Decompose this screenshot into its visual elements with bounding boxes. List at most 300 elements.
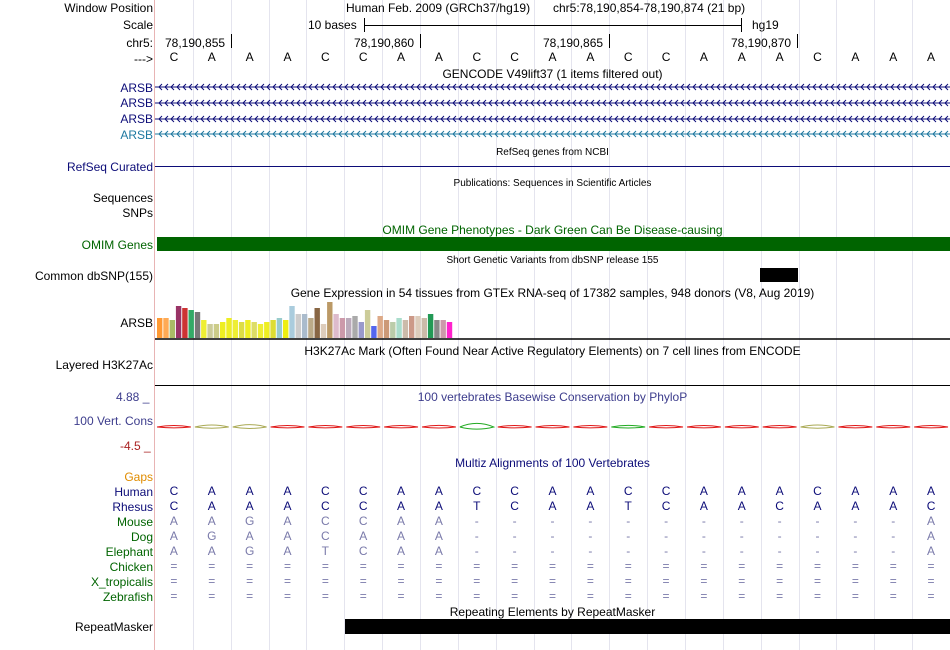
gtex-bar bbox=[176, 306, 181, 338]
aligned-base: = bbox=[927, 559, 935, 573]
rhesus-alignment[interactable] bbox=[155, 499, 950, 514]
aligned-base: = bbox=[776, 574, 784, 588]
aligned-base: - bbox=[664, 514, 669, 528]
aligned-base: = bbox=[397, 589, 405, 603]
aligned-base: A bbox=[434, 484, 443, 498]
multiz-title: Multiz Alignments of 100 Vertebrates bbox=[455, 456, 650, 470]
gtex-bar bbox=[214, 324, 219, 338]
aligned-base: A bbox=[927, 544, 936, 558]
gtex-bar bbox=[434, 320, 439, 338]
aligned-base: = bbox=[511, 559, 519, 573]
phylop-mark bbox=[611, 425, 645, 428]
aligned-base: = bbox=[624, 559, 632, 573]
aligned-base: C bbox=[321, 499, 330, 513]
gtex-bar bbox=[384, 320, 389, 338]
aligned-base: C bbox=[510, 484, 519, 498]
gencode-title: GENCODE V49lift37 (1 items filtered out) bbox=[442, 67, 663, 81]
aligned-base: - bbox=[588, 544, 593, 558]
gtex-arsb-label[interactable]: ARSB bbox=[120, 316, 153, 330]
phylop-title: 100 vertebrates Basewise Conservation by PhyloP bbox=[417, 390, 688, 404]
aligned-base: = bbox=[473, 559, 481, 573]
aligned-base: A bbox=[434, 529, 443, 543]
gtex-bar bbox=[189, 310, 194, 338]
phylop-mark bbox=[498, 426, 532, 428]
omim-label[interactable]: OMIM Genes bbox=[81, 238, 153, 252]
window-position-text: chr5:78,190,854-78,190,874 (21 bp) bbox=[553, 1, 746, 15]
phylop-plot[interactable] bbox=[155, 400, 950, 450]
arsb-label-4[interactable]: ARSB bbox=[120, 128, 153, 142]
base: A bbox=[699, 50, 708, 64]
gtex-bar bbox=[289, 306, 294, 338]
phylop-mark bbox=[801, 425, 835, 428]
gtex-bar bbox=[428, 314, 433, 338]
gtex-bar bbox=[245, 320, 250, 338]
omim-title: OMIM Gene Phenotypes - Dark Green Can Be Disease-causing bbox=[382, 223, 723, 237]
mouse-label[interactable]: Mouse bbox=[116, 515, 153, 529]
aligned-base: = bbox=[397, 559, 405, 573]
aligned-base: G bbox=[244, 514, 255, 528]
aligned-base: A bbox=[245, 529, 254, 543]
aligned-base: = bbox=[170, 589, 178, 603]
base: C bbox=[169, 50, 179, 64]
aligned-base: A bbox=[283, 499, 292, 513]
base-sequence bbox=[155, 50, 950, 65]
aligned-base: C bbox=[623, 484, 633, 498]
aligned-base: = bbox=[208, 559, 216, 573]
gtex-bar bbox=[252, 322, 257, 338]
gencode-genes[interactable] bbox=[155, 78, 950, 144]
aligned-base: = bbox=[473, 589, 481, 603]
aligned-base: = bbox=[662, 574, 670, 588]
aligned-base: = bbox=[851, 589, 859, 603]
aligned-base: = bbox=[889, 589, 897, 603]
arsb-transcript bbox=[155, 84, 950, 90]
aligned-base: C bbox=[661, 484, 671, 498]
aligned-base: - bbox=[739, 544, 744, 558]
aligned-base: - bbox=[777, 529, 782, 543]
aligned-base: - bbox=[626, 529, 631, 543]
aligned-base: G bbox=[244, 544, 255, 558]
gtex-bar bbox=[333, 314, 338, 338]
base: A bbox=[397, 50, 406, 64]
aligned-base: - bbox=[777, 544, 782, 558]
chr-label[interactable]: chr5: bbox=[126, 36, 153, 50]
phylop-mark bbox=[422, 425, 456, 428]
chicken-alignment[interactable] bbox=[155, 559, 950, 574]
gtex-bar bbox=[352, 316, 357, 338]
aligned-base: = bbox=[170, 559, 178, 573]
gtex-bar bbox=[182, 308, 187, 338]
aligned-base: A bbox=[169, 514, 178, 528]
aligned-base: A bbox=[927, 529, 936, 543]
aligned-base: A bbox=[434, 514, 443, 528]
scale-label[interactable]: Scale bbox=[122, 18, 153, 32]
phylop-mark bbox=[233, 425, 267, 429]
aligned-base: = bbox=[851, 559, 859, 573]
aligned-base: = bbox=[435, 559, 443, 573]
aligned-base: A bbox=[889, 499, 898, 513]
aligned-base: A bbox=[283, 484, 292, 498]
assembly-title: Human Feb. 2009 (GRCh37/hg19) bbox=[346, 1, 531, 15]
aligned-base: A bbox=[699, 484, 708, 498]
aligned-base: = bbox=[813, 589, 821, 603]
aligned-base: C bbox=[358, 514, 368, 528]
gtex-bar bbox=[359, 322, 364, 338]
aligned-base: = bbox=[851, 574, 859, 588]
aligned-base: = bbox=[586, 589, 594, 603]
chicken-label[interactable]: Chicken bbox=[109, 560, 153, 574]
aligned-base: T bbox=[624, 499, 632, 513]
dbsnp-label[interactable]: Common dbSNP(155) bbox=[34, 269, 153, 283]
bases-label[interactable]: ---> bbox=[134, 52, 153, 66]
base: A bbox=[548, 50, 557, 64]
gtex-bar bbox=[321, 324, 326, 338]
gtex-bar bbox=[422, 318, 427, 338]
human-alignment[interactable] bbox=[155, 484, 950, 499]
xtropicalis-alignment[interactable] bbox=[155, 574, 950, 589]
arsb-label-2[interactable]: ARSB bbox=[120, 96, 153, 110]
aligned-base: = bbox=[927, 589, 935, 603]
aligned-base: A bbox=[359, 529, 368, 543]
scale-text: 10 bases bbox=[308, 18, 357, 32]
rhesus-label[interactable]: Rhesus bbox=[112, 500, 153, 514]
aligned-base: A bbox=[169, 529, 178, 543]
aligned-base: A bbox=[737, 499, 746, 513]
aligned-base: A bbox=[775, 484, 784, 498]
repeatmasker-element[interactable] bbox=[345, 619, 950, 634]
gtex-bar bbox=[390, 322, 395, 338]
aligned-base: - bbox=[815, 529, 820, 543]
window-position-label[interactable]: Window Position bbox=[64, 1, 153, 15]
gtex-bar bbox=[447, 322, 452, 338]
base: A bbox=[434, 50, 443, 64]
gtex-bar bbox=[207, 324, 212, 338]
gtex-bar bbox=[270, 320, 275, 338]
aligned-base: A bbox=[851, 499, 860, 513]
aligned-base: A bbox=[699, 499, 708, 513]
dog-alignment[interactable] bbox=[155, 529, 950, 544]
gtex-bar bbox=[296, 314, 301, 338]
aligned-base: = bbox=[776, 589, 784, 603]
gtex-bar bbox=[327, 302, 332, 338]
sequences-label[interactable]: Sequences bbox=[92, 191, 153, 205]
gtex-bar bbox=[403, 320, 408, 338]
gtex-bar bbox=[396, 318, 401, 338]
aligned-base: - bbox=[664, 544, 669, 558]
aligned-base: C bbox=[358, 484, 368, 498]
aligned-base: A bbox=[169, 544, 178, 558]
aligned-base: = bbox=[359, 589, 367, 603]
aligned-base: - bbox=[701, 529, 706, 543]
aligned-base: - bbox=[853, 544, 858, 558]
aligned-base: A bbox=[397, 499, 406, 513]
aligned-base: C bbox=[510, 499, 519, 513]
xtropicalis-label[interactable]: X_tropicalis bbox=[90, 575, 153, 589]
gtex-bar bbox=[195, 312, 200, 338]
gtex-bar bbox=[239, 322, 244, 338]
aligned-base: C bbox=[358, 544, 368, 558]
aligned-base: = bbox=[813, 559, 821, 573]
dog-label[interactable]: Dog bbox=[130, 530, 153, 544]
aligned-base: - bbox=[739, 514, 744, 528]
aligned-base: A bbox=[851, 484, 860, 498]
aligned-base: = bbox=[321, 574, 329, 588]
aligned-base: A bbox=[927, 514, 936, 528]
aligned-base: = bbox=[208, 574, 216, 588]
aligned-base: C bbox=[813, 484, 822, 498]
base: A bbox=[927, 50, 936, 64]
aligned-base: - bbox=[891, 514, 896, 528]
aligned-base: - bbox=[815, 544, 820, 558]
phylop-mark bbox=[195, 425, 229, 428]
aligned-base: - bbox=[701, 544, 706, 558]
aligned-base: = bbox=[283, 559, 291, 573]
aligned-base: C bbox=[169, 484, 179, 498]
aligned-base: = bbox=[511, 574, 519, 588]
aligned-base: A bbox=[245, 499, 254, 513]
refseq-title: RefSeq genes from NCBI bbox=[496, 147, 609, 158]
phylop-max: 4.88 _ bbox=[116, 390, 150, 404]
dbsnp-variant[interactable] bbox=[760, 268, 798, 282]
aligned-base: = bbox=[548, 589, 556, 603]
db-name: hg19 bbox=[752, 18, 779, 32]
aligned-base: A bbox=[397, 544, 406, 558]
aligned-base: = bbox=[889, 574, 897, 588]
gtex-bar bbox=[163, 318, 168, 338]
aligned-base: = bbox=[435, 589, 443, 603]
base: A bbox=[775, 50, 784, 64]
coord-1: 78,190,855 bbox=[165, 36, 226, 50]
omim-gene-bar[interactable] bbox=[157, 237, 950, 251]
aligned-base: A bbox=[813, 499, 822, 513]
gtex-title: Gene Expression in 54 tissues from GTEx RNA-seq of 17382 samples, 948 donors (V8, Aug 2019) bbox=[290, 286, 815, 300]
base: A bbox=[851, 50, 860, 64]
aligned-base: = bbox=[397, 574, 405, 588]
gtex-bar bbox=[409, 316, 414, 338]
base: A bbox=[283, 50, 292, 64]
aligned-base: = bbox=[738, 559, 746, 573]
aligned-base: A bbox=[397, 514, 406, 528]
gtex-bar bbox=[340, 318, 345, 338]
aligned-base: A bbox=[927, 484, 936, 498]
aligned-base: A bbox=[207, 484, 216, 498]
gtex-bar bbox=[378, 316, 383, 338]
gtex-bar bbox=[302, 314, 307, 338]
aligned-base: = bbox=[170, 574, 178, 588]
zebrafish-label[interactable]: Zebrafish bbox=[102, 590, 153, 604]
aligned-base: A bbox=[548, 484, 557, 498]
snps-label[interactable]: SNPs bbox=[122, 206, 153, 220]
aligned-base: A bbox=[397, 484, 406, 498]
base: C bbox=[661, 50, 671, 64]
aligned-base: = bbox=[586, 559, 594, 573]
gtex-bar bbox=[233, 320, 238, 338]
aligned-base: C bbox=[321, 484, 330, 498]
aligned-base: C bbox=[169, 499, 179, 513]
aligned-base: G bbox=[207, 529, 217, 543]
phylop-mark bbox=[346, 426, 380, 428]
aligned-base: = bbox=[208, 589, 216, 603]
aligned-base: = bbox=[246, 589, 254, 603]
phylop-mark bbox=[573, 426, 607, 428]
aligned-base: = bbox=[927, 574, 935, 588]
gtex-bar bbox=[258, 324, 263, 338]
base: A bbox=[245, 50, 254, 64]
aligned-base: - bbox=[588, 529, 593, 543]
aligned-base: A bbox=[207, 544, 216, 558]
aligned-base: - bbox=[853, 529, 858, 543]
gtex-bar bbox=[441, 320, 446, 338]
gtex-bar bbox=[415, 316, 420, 338]
gtex-bar bbox=[283, 320, 288, 338]
base: A bbox=[207, 50, 216, 64]
phylop-mark bbox=[876, 426, 910, 428]
refseq-gene[interactable] bbox=[155, 166, 950, 167]
phylop-mark bbox=[838, 426, 872, 428]
aligned-base: = bbox=[359, 574, 367, 588]
aligned-base: - bbox=[588, 514, 593, 528]
aligned-base: C bbox=[321, 514, 330, 528]
phylop-mark bbox=[536, 426, 570, 428]
gtex-bar-chart[interactable] bbox=[155, 300, 950, 340]
aligned-base: = bbox=[283, 589, 291, 603]
aligned-base: = bbox=[662, 589, 670, 603]
base: A bbox=[889, 50, 898, 64]
gtex-bar bbox=[220, 322, 225, 338]
aligned-base: = bbox=[813, 574, 821, 588]
human-label[interactable]: Human bbox=[114, 485, 153, 499]
aligned-base: = bbox=[700, 589, 708, 603]
phylop-mark bbox=[649, 426, 683, 428]
aligned-base: - bbox=[550, 544, 555, 558]
arsb-transcript bbox=[155, 116, 950, 122]
zebrafish-alignment[interactable] bbox=[155, 589, 950, 604]
aligned-base: A bbox=[283, 529, 292, 543]
aligned-base: = bbox=[359, 559, 367, 573]
aligned-base: = bbox=[738, 589, 746, 603]
base: C bbox=[813, 50, 822, 64]
elephant-label[interactable]: Elephant bbox=[105, 545, 153, 559]
aligned-base: = bbox=[548, 559, 556, 573]
aligned-base: = bbox=[624, 574, 632, 588]
aligned-base: - bbox=[777, 514, 782, 528]
aligned-base: = bbox=[776, 559, 784, 573]
aligned-base: = bbox=[700, 559, 708, 573]
repeatmasker-label[interactable]: RepeatMasker bbox=[74, 620, 153, 634]
base: C bbox=[510, 50, 519, 64]
phylop-mark bbox=[914, 426, 948, 428]
h3k27ac-baseline bbox=[155, 385, 950, 386]
base: C bbox=[321, 50, 330, 64]
gtex-bar bbox=[201, 320, 206, 338]
coord-3: 78,190,865 bbox=[543, 36, 604, 50]
aligned-base: - bbox=[512, 529, 517, 543]
dbsnp-title: Short Genetic Variants from dbSNP release 155 bbox=[446, 255, 659, 266]
phylop-mark bbox=[725, 426, 759, 428]
arsb-label-3[interactable]: ARSB bbox=[120, 112, 153, 126]
aligned-base: A bbox=[397, 529, 406, 543]
aligned-base: A bbox=[586, 484, 595, 498]
aligned-base: T bbox=[321, 544, 330, 558]
phylop-label[interactable]: 100 Vert. Cons bbox=[73, 414, 153, 428]
base: C bbox=[623, 50, 633, 64]
aligned-base: - bbox=[891, 529, 896, 543]
aligned-base: - bbox=[474, 514, 479, 528]
aligned-base: C bbox=[775, 499, 784, 513]
aligned-base: A bbox=[737, 484, 746, 498]
aligned-base: = bbox=[586, 574, 594, 588]
aligned-base: = bbox=[246, 574, 254, 588]
aligned-base: A bbox=[434, 544, 443, 558]
aligned-base: A bbox=[548, 499, 557, 513]
aligned-base: = bbox=[511, 589, 519, 603]
aligned-base: = bbox=[624, 589, 632, 603]
arsb-label-1[interactable]: ARSB bbox=[120, 81, 153, 95]
mouse-alignment[interactable] bbox=[155, 514, 950, 529]
phylop-min: -4.5 _ bbox=[120, 439, 151, 453]
gaps-label[interactable]: Gaps bbox=[124, 470, 153, 484]
gtex-bar bbox=[371, 326, 376, 338]
aligned-base: = bbox=[738, 574, 746, 588]
aligned-base: A bbox=[207, 514, 216, 528]
phylop-mark bbox=[763, 426, 797, 428]
gtex-bar bbox=[308, 318, 313, 338]
base: C bbox=[358, 50, 368, 64]
aligned-base: - bbox=[853, 514, 858, 528]
aligned-base: C bbox=[472, 484, 482, 498]
aligned-base: - bbox=[512, 544, 517, 558]
arsb-transcript bbox=[155, 100, 950, 106]
refseq-label[interactable]: RefSeq Curated bbox=[66, 160, 153, 174]
aligned-base: = bbox=[473, 574, 481, 588]
aligned-base: T bbox=[473, 499, 481, 513]
gtex-bar bbox=[277, 318, 282, 338]
aligned-base: = bbox=[700, 574, 708, 588]
aligned-base: A bbox=[207, 499, 216, 513]
aligned-base: = bbox=[246, 559, 254, 573]
gtex-bar bbox=[346, 318, 351, 338]
gtex-bar bbox=[157, 318, 162, 338]
aligned-base: - bbox=[739, 529, 744, 543]
aligned-base: = bbox=[283, 574, 291, 588]
phylop-mark bbox=[157, 426, 191, 428]
aligned-base: = bbox=[662, 559, 670, 573]
aligned-base: - bbox=[626, 514, 631, 528]
coord-2: 78,190,860 bbox=[354, 36, 415, 50]
aligned-base: = bbox=[548, 574, 556, 588]
aligned-base: - bbox=[664, 529, 669, 543]
aligned-base: = bbox=[321, 559, 329, 573]
aligned-base: A bbox=[586, 499, 595, 513]
gtex-bar bbox=[365, 310, 370, 338]
aligned-base: A bbox=[283, 514, 292, 528]
aligned-base: = bbox=[321, 589, 329, 603]
phylop-mark bbox=[687, 426, 721, 428]
aligned-base: = bbox=[889, 559, 897, 573]
gtex-bar bbox=[170, 320, 175, 338]
aligned-base: = bbox=[435, 574, 443, 588]
aligned-base: - bbox=[701, 514, 706, 528]
elephant-alignment[interactable] bbox=[155, 544, 950, 559]
aligned-base: C bbox=[321, 529, 330, 543]
repeatmasker-title: Repeating Elements by RepeatMasker bbox=[449, 605, 656, 619]
h3k27ac-title: H3K27Ac Mark (Often Found Near Active Regulatory Elements) on 7 cell lines from ENCODE bbox=[304, 344, 801, 358]
aligned-base: - bbox=[550, 529, 555, 543]
base: A bbox=[586, 50, 595, 64]
gtex-bar bbox=[226, 318, 231, 338]
h3k27ac-label[interactable]: Layered H3K27Ac bbox=[55, 358, 153, 372]
aligned-base: A bbox=[434, 499, 443, 513]
